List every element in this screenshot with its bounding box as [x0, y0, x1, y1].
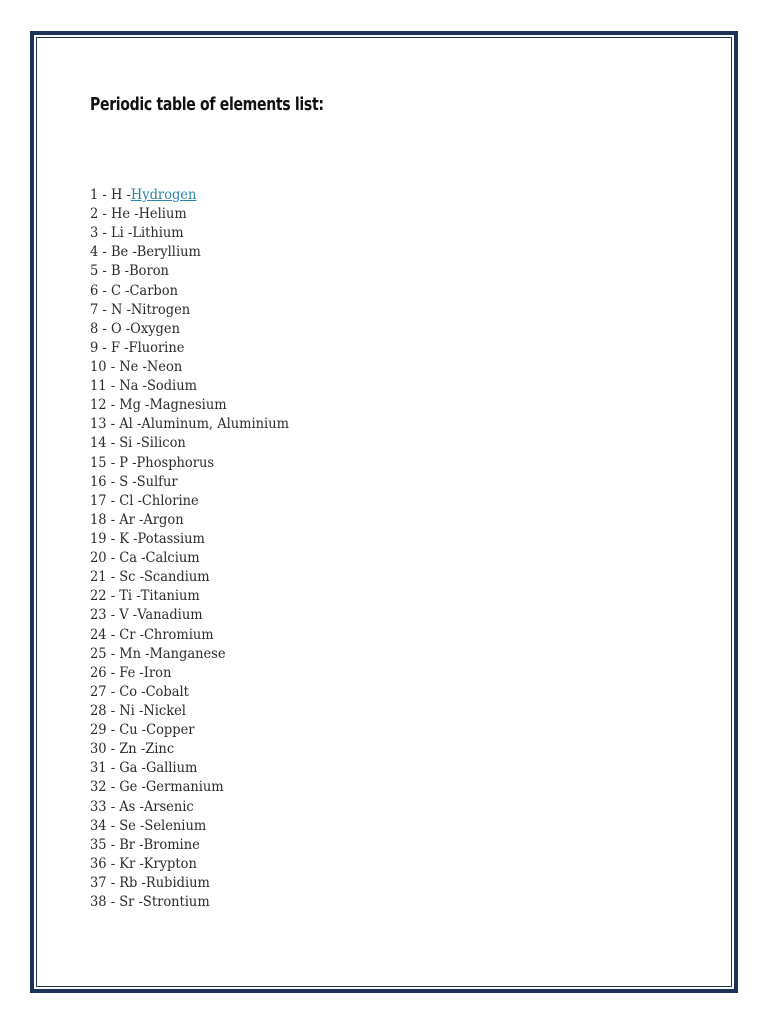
element-name: Chromium — [143, 626, 214, 643]
element-name: Sulfur — [136, 473, 178, 490]
element-name: Rubidium — [145, 874, 210, 891]
element-name: Germanium — [145, 779, 224, 796]
element-entry — [90, 798, 194, 817]
element-entry — [90, 530, 205, 549]
list-item — [90, 282, 304, 301]
list-item — [90, 243, 304, 262]
list-item — [90, 893, 304, 912]
element-number-symbol: 21 - Sc - — [90, 569, 144, 586]
element-name: Selenium — [144, 817, 207, 834]
element-entry — [90, 396, 227, 415]
list-item — [90, 186, 304, 205]
element-number-symbol: 6 - C - — [90, 282, 130, 299]
element-number-symbol: 35 - Br - — [90, 836, 144, 853]
list-item — [90, 415, 304, 434]
element-name: Zinc — [145, 741, 175, 758]
list-item — [90, 702, 304, 721]
element-name: Neon — [146, 358, 183, 375]
element-number-symbol: 19 - K - — [90, 530, 138, 547]
list-item — [90, 530, 304, 549]
element-number-symbol: 13 - Al - — [90, 416, 142, 433]
list-item — [90, 606, 304, 625]
element-number-symbol: 17 - Cl - — [90, 492, 142, 509]
element-entry — [90, 855, 197, 874]
list-item — [90, 721, 304, 740]
element-name: Potassium — [137, 530, 205, 547]
element-number-symbol: 16 - S - — [90, 473, 137, 490]
list-item — [90, 301, 304, 320]
element-entry — [90, 626, 214, 645]
element-name: Calcium — [145, 550, 200, 567]
element-entry — [90, 817, 206, 836]
list-item — [90, 855, 304, 874]
element-entry — [90, 549, 200, 568]
element-list — [90, 186, 304, 912]
element-entry — [90, 224, 184, 243]
list-item — [90, 759, 304, 778]
list-item — [90, 224, 304, 243]
element-number-symbol: 32 - Ge - — [90, 779, 146, 796]
list-item — [90, 549, 304, 568]
element-entry — [90, 568, 210, 587]
list-item — [90, 568, 304, 587]
list-item — [90, 798, 304, 817]
list-item — [90, 454, 304, 473]
list-item — [90, 626, 304, 645]
element-number-symbol: 28 - Ni - — [90, 702, 144, 719]
element-number-symbol: 9 - F - — [90, 339, 129, 356]
list-item — [90, 836, 304, 855]
element-entry — [90, 492, 199, 511]
element-number-symbol: 36 - Kr - — [90, 855, 144, 872]
list-item — [90, 396, 304, 415]
list-item — [90, 664, 304, 683]
element-entry — [90, 836, 200, 855]
list-item — [90, 740, 304, 759]
element-entry — [90, 243, 201, 262]
element-name: Boron — [129, 263, 169, 280]
element-entry — [90, 186, 196, 205]
element-name: Silicon — [140, 435, 186, 452]
element-number-symbol: 10 - Ne - — [90, 358, 147, 375]
element-entry — [90, 415, 289, 434]
element-entry — [90, 721, 195, 740]
list-item — [90, 645, 304, 664]
list-item — [90, 358, 304, 377]
element-entry — [90, 587, 200, 606]
element-entry — [90, 262, 169, 281]
list-item — [90, 492, 304, 511]
list-item — [90, 339, 304, 358]
element-number-symbol: 18 - Ar - — [90, 511, 144, 528]
element-number-symbol: 37 - Rb - — [90, 874, 146, 891]
list-item — [90, 205, 304, 224]
element-number-symbol: 7 - N - — [90, 301, 131, 318]
page-title: Periodic table of elements list: — [90, 94, 324, 115]
element-number-symbol: 14 - Si - — [90, 435, 141, 452]
element-name: Nickel — [143, 702, 186, 719]
element-entry — [90, 606, 203, 625]
element-entry — [90, 454, 214, 473]
element-number-symbol: 11 - Na - — [90, 378, 147, 395]
element-number-symbol: 29 - Cu - — [90, 722, 147, 739]
element-number-symbol: 23 - V - — [90, 607, 138, 624]
element-entry — [90, 473, 178, 492]
element-entry — [90, 702, 186, 721]
element-name: Vanadium — [137, 607, 203, 624]
element-name: Argon — [143, 511, 184, 528]
element-name: Copper — [146, 722, 195, 739]
element-name: Aluminum, Aluminium — [141, 416, 289, 433]
element-number-symbol: 2 - He - — [90, 206, 139, 223]
element-name: Krypton — [143, 855, 197, 872]
list-item — [90, 874, 304, 893]
element-entry — [90, 759, 197, 778]
element-number-symbol: 25 - Mn - — [90, 645, 150, 662]
element-name: Sodium — [146, 378, 197, 395]
element-number-symbol: 27 - Co - — [90, 683, 146, 700]
element-name: Bromine — [143, 836, 200, 853]
element-entry — [90, 740, 174, 759]
list-item — [90, 473, 304, 492]
element-number-symbol: 22 - Ti - — [90, 588, 141, 605]
element-name: Magnesium — [149, 397, 227, 414]
element-entry — [90, 874, 210, 893]
element-entry — [90, 377, 197, 396]
element-entry — [90, 358, 182, 377]
element-name: Iron — [143, 664, 172, 681]
element-entry — [90, 205, 187, 224]
element-number-symbol: 31 - Ga - — [90, 760, 146, 777]
list-item — [90, 778, 304, 797]
element-number-symbol: 12 - Mg - — [90, 397, 150, 414]
element-name: Gallium — [145, 760, 198, 777]
element-name: Titanium — [140, 588, 200, 605]
element-name: Strontium — [142, 894, 210, 911]
element-name: Scandium — [143, 569, 210, 586]
element-entry — [90, 434, 186, 453]
element-entry — [90, 282, 178, 301]
element-number-symbol: 5 - B - — [90, 263, 130, 280]
element-name: Chlorine — [141, 492, 199, 509]
list-item — [90, 320, 304, 339]
element-entry — [90, 320, 180, 339]
element-number-symbol: 26 - Fe - — [90, 664, 144, 681]
element-name: Helium — [138, 206, 187, 223]
element-name: Lithium — [132, 225, 184, 242]
element-number-symbol: 3 - Li - — [90, 225, 133, 242]
element-name: Phosphorus — [136, 454, 215, 471]
element-number-symbol: 34 - Se - — [90, 817, 145, 834]
list-item — [90, 683, 304, 702]
element-entry — [90, 778, 224, 797]
element-number-symbol: 33 - As - — [90, 798, 144, 815]
element-number-symbol: 8 - O - — [90, 320, 131, 337]
list-item — [90, 817, 304, 836]
list-item — [90, 434, 304, 453]
element-entry — [90, 893, 210, 912]
element-number-symbol: 38 - Sr - — [90, 894, 143, 911]
element-entry — [90, 645, 226, 664]
list-item — [90, 262, 304, 281]
list-item — [90, 587, 304, 606]
element-number-symbol: 20 - Ca - — [90, 550, 146, 567]
element-entry — [90, 683, 189, 702]
element-number-symbol: 15 - P - — [90, 454, 137, 471]
element-number-symbol: 4 - Be - — [90, 244, 137, 261]
element-name: Fluorine — [128, 339, 185, 356]
element-name: Oxygen — [130, 320, 180, 337]
list-item — [90, 511, 304, 530]
element-name-link[interactable]: Hydrogen — [130, 187, 197, 203]
element-name: Carbon — [129, 282, 178, 299]
element-name: Arsenic — [143, 798, 194, 815]
element-number-symbol: 24 - Cr - — [90, 626, 144, 643]
element-name: Beryllium — [136, 244, 201, 261]
element-name: Cobalt — [145, 683, 189, 700]
element-name: Manganese — [149, 645, 226, 662]
element-entry — [90, 339, 184, 358]
element-entry — [90, 511, 184, 530]
element-entry — [90, 301, 190, 320]
element-number-symbol: 1 - H - — [90, 187, 131, 203]
element-number-symbol: 30 - Zn - — [90, 741, 146, 758]
list-item — [90, 377, 304, 396]
element-name: Nitrogen — [130, 301, 191, 318]
element-entry — [90, 664, 171, 683]
